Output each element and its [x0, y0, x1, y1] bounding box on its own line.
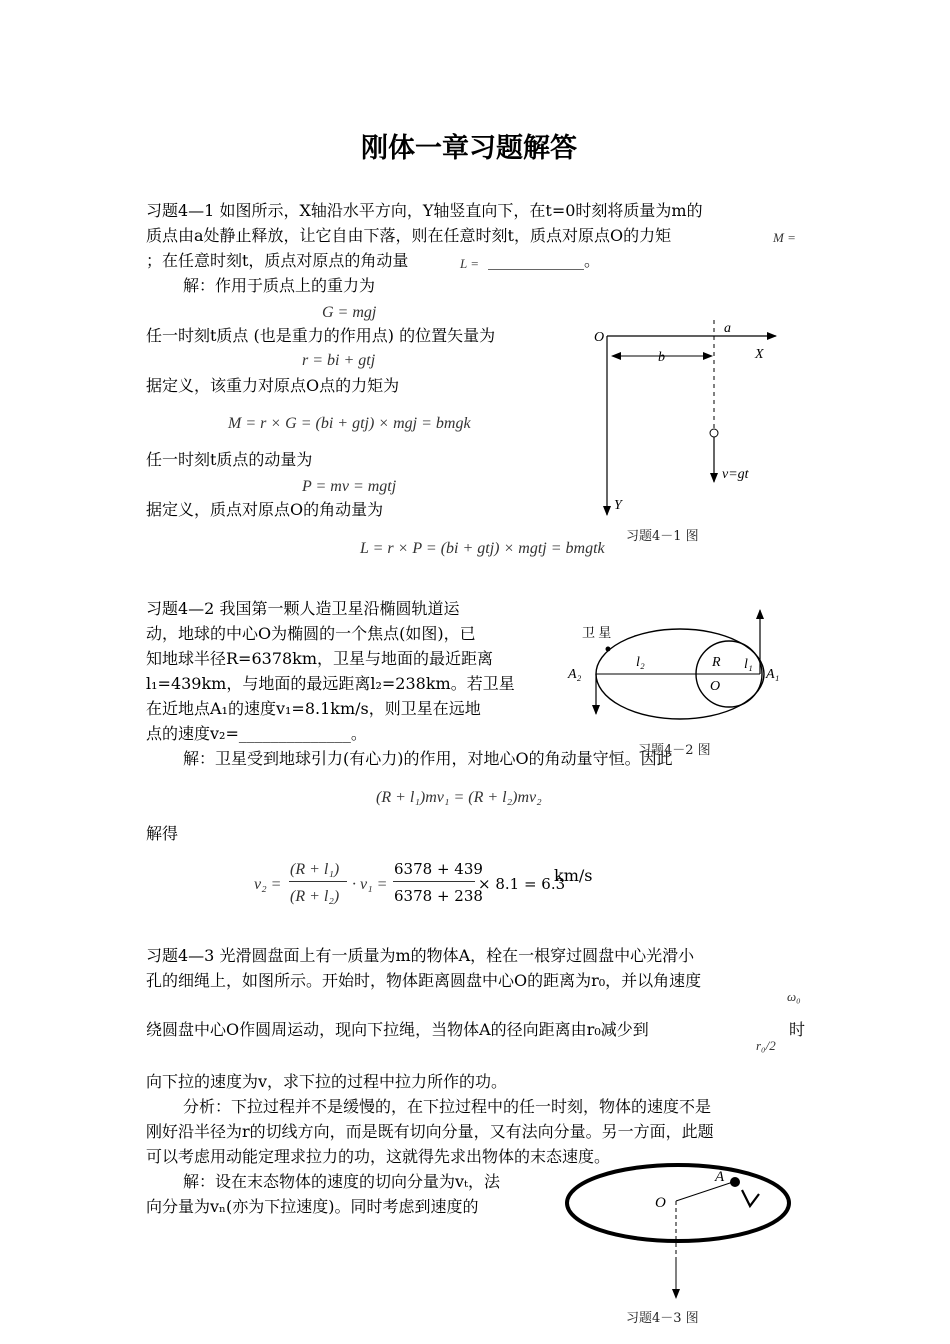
p1-sol5: 据定义，质点对原点O的角动量为	[146, 500, 384, 519]
p1-formula-g: G = mgj	[322, 304, 377, 321]
label-l1: l₁	[744, 657, 753, 672]
particle	[710, 429, 718, 437]
label-v: v=gt	[722, 467, 749, 482]
p1-formula-p: P = mv = mgtj	[302, 478, 397, 495]
caption-4-1: 习题4－1 图	[626, 529, 699, 544]
label-a3: A	[715, 1169, 725, 1185]
p2-sol1: 解：卫星受到地球引力(有心力)的作用，对地心O的角动量守恒。因此	[183, 749, 673, 768]
string-line	[676, 1182, 733, 1201]
p2-frac-den: (R + l₂)	[290, 888, 340, 905]
p3-line1: 习题4—3 光滑圆盘面上有一质量为m的物体A，栓在一根穿过圆盘中心光滑小	[146, 946, 695, 965]
label-b: b	[658, 350, 665, 365]
disk-ellipse	[567, 1165, 789, 1241]
label-o3: O	[655, 1195, 666, 1211]
p1-line1: 习题4—1 如图所示，X轴沿水平方向，Y轴竖直向下，在t=0时刻将质量为m的	[146, 201, 703, 220]
label-y: Y	[614, 498, 622, 513]
label-o: O	[594, 330, 605, 345]
p1-sol4: 任一时刻t质点的动量为	[146, 450, 313, 469]
label-r: R	[712, 655, 721, 670]
p1-sol3: 据定义，该重力对原点O点的力矩为	[146, 376, 400, 395]
p1-blank: ____________。	[488, 251, 601, 270]
p1-line2: 质点由a处静止释放，让它自由下落，则在任意时刻t，质点对原点O的力矩	[146, 226, 672, 245]
p2-frac-bar	[289, 881, 347, 882]
figure-4-1	[580, 310, 790, 550]
p2-result: × 8.1 = 6.3	[478, 875, 566, 893]
p3-sol1: 解：设在末态物体的速度的切向分量为vₜ，法	[183, 1172, 500, 1191]
velocity-mark	[742, 1190, 759, 1206]
figure-4-3	[545, 1160, 795, 1310]
p3-sol2: 向分量为vₙ(亦为下拉速度)。同时考虑到速度的	[146, 1197, 479, 1216]
p3-line3-end: 时	[789, 1020, 806, 1039]
label-a: a	[724, 321, 731, 336]
p1-line3: ；在任意时刻t，质点对原点的角动量	[146, 251, 409, 270]
p3-line2: 孔的细绳上，如图所示。开始时，物体距离圆盘中心O的距离为r₀，并以角速度	[146, 971, 702, 990]
p1-line3-formula: L =	[460, 256, 480, 271]
p2-unit: km/s	[554, 866, 593, 885]
p2-line1: 习题4—2 我国第一颗人造卫星沿椭圆轨道运	[146, 599, 460, 618]
label-x: X	[755, 347, 764, 362]
label-l2: l₂	[636, 655, 645, 670]
p2-line5: 在近地点A₁的速度v₁=8.1km/s，则卫星在远地	[146, 699, 481, 718]
satellite-dot	[606, 647, 611, 652]
label-a1: A₁	[766, 667, 780, 682]
p1-sol1: 解：作用于质点上的重力为	[183, 276, 376, 295]
label-a2: A₂	[568, 667, 582, 682]
p3-r0-half: r₀/2	[756, 1038, 776, 1053]
p2-sol2: 解得	[146, 824, 179, 843]
p2-times-v1: · v₁ =	[352, 876, 388, 893]
p3-analysis2: 刚好沿半径为r的切线方向，而是既有切向分量，又有法向分量。另一方面，此题	[146, 1122, 714, 1141]
figure-4-2	[560, 600, 790, 760]
p2-frac2-den: 6378 + 238	[394, 887, 483, 905]
object-a	[730, 1177, 740, 1187]
p2-v2: v₂ =	[254, 876, 282, 893]
p2-formula-1: (R + l₁)mv₁ = (R + l₂)mv₂	[376, 789, 542, 806]
p2-line6: 点的速度v₂=______________。	[146, 724, 367, 743]
p1-formula-l: L = r × P = (bi + gtj) × mgtj = bmgtk	[360, 540, 605, 557]
label-satellite: 卫 星	[582, 625, 612, 640]
p3-analysis1: 分析：下拉过程并不是缓慢的，在下拉过程中的任一时刻，物体的速度不是	[183, 1097, 712, 1116]
p3-analysis3: 可以考虑用动能定理求拉力的功，这就得先求出物体的末态速度。	[146, 1147, 611, 1166]
p3-line4: 向下拉的速度为v，求下拉的过程中拉力所作的功。	[146, 1072, 508, 1091]
caption-4-3: 习题4－3 图	[626, 1311, 699, 1326]
caption-4-2: 习题4－2 图	[638, 743, 711, 758]
p1-sol2: 任一时刻t质点 (也是重力的作用点) 的位置矢量为	[146, 326, 496, 345]
p1-formula-m: M = r × G = (bi + gtj) × mgj = bmgk	[228, 415, 471, 432]
p2-frac2-num: 6378 + 439	[394, 860, 483, 878]
p1-formula-r: r = bi + gtj	[302, 352, 376, 369]
label-o2: O	[710, 679, 721, 694]
p2-line2: 动，地球的中心O为椭圆的一个焦点(如图)，已	[146, 624, 476, 643]
page-title: 刚体一章习题解答	[361, 133, 577, 164]
p2-line4: l₁=439km，与地面的最远距离l₂=238km。若卫星	[146, 674, 515, 693]
p1-line2-formula: M =	[773, 230, 796, 245]
p2-frac2-bar	[393, 881, 475, 882]
p2-line3: 知地球半径R=6378km，卫星与地面的最近距离	[146, 649, 494, 668]
p3-omega0: ω₀	[787, 989, 801, 1004]
p3-line3: 绕圆盘中心O作圆周运动，现向下拉绳，当物体A的径向距离由r₀减少到	[146, 1020, 649, 1039]
p2-frac-num: (R + l₁)	[290, 861, 340, 878]
